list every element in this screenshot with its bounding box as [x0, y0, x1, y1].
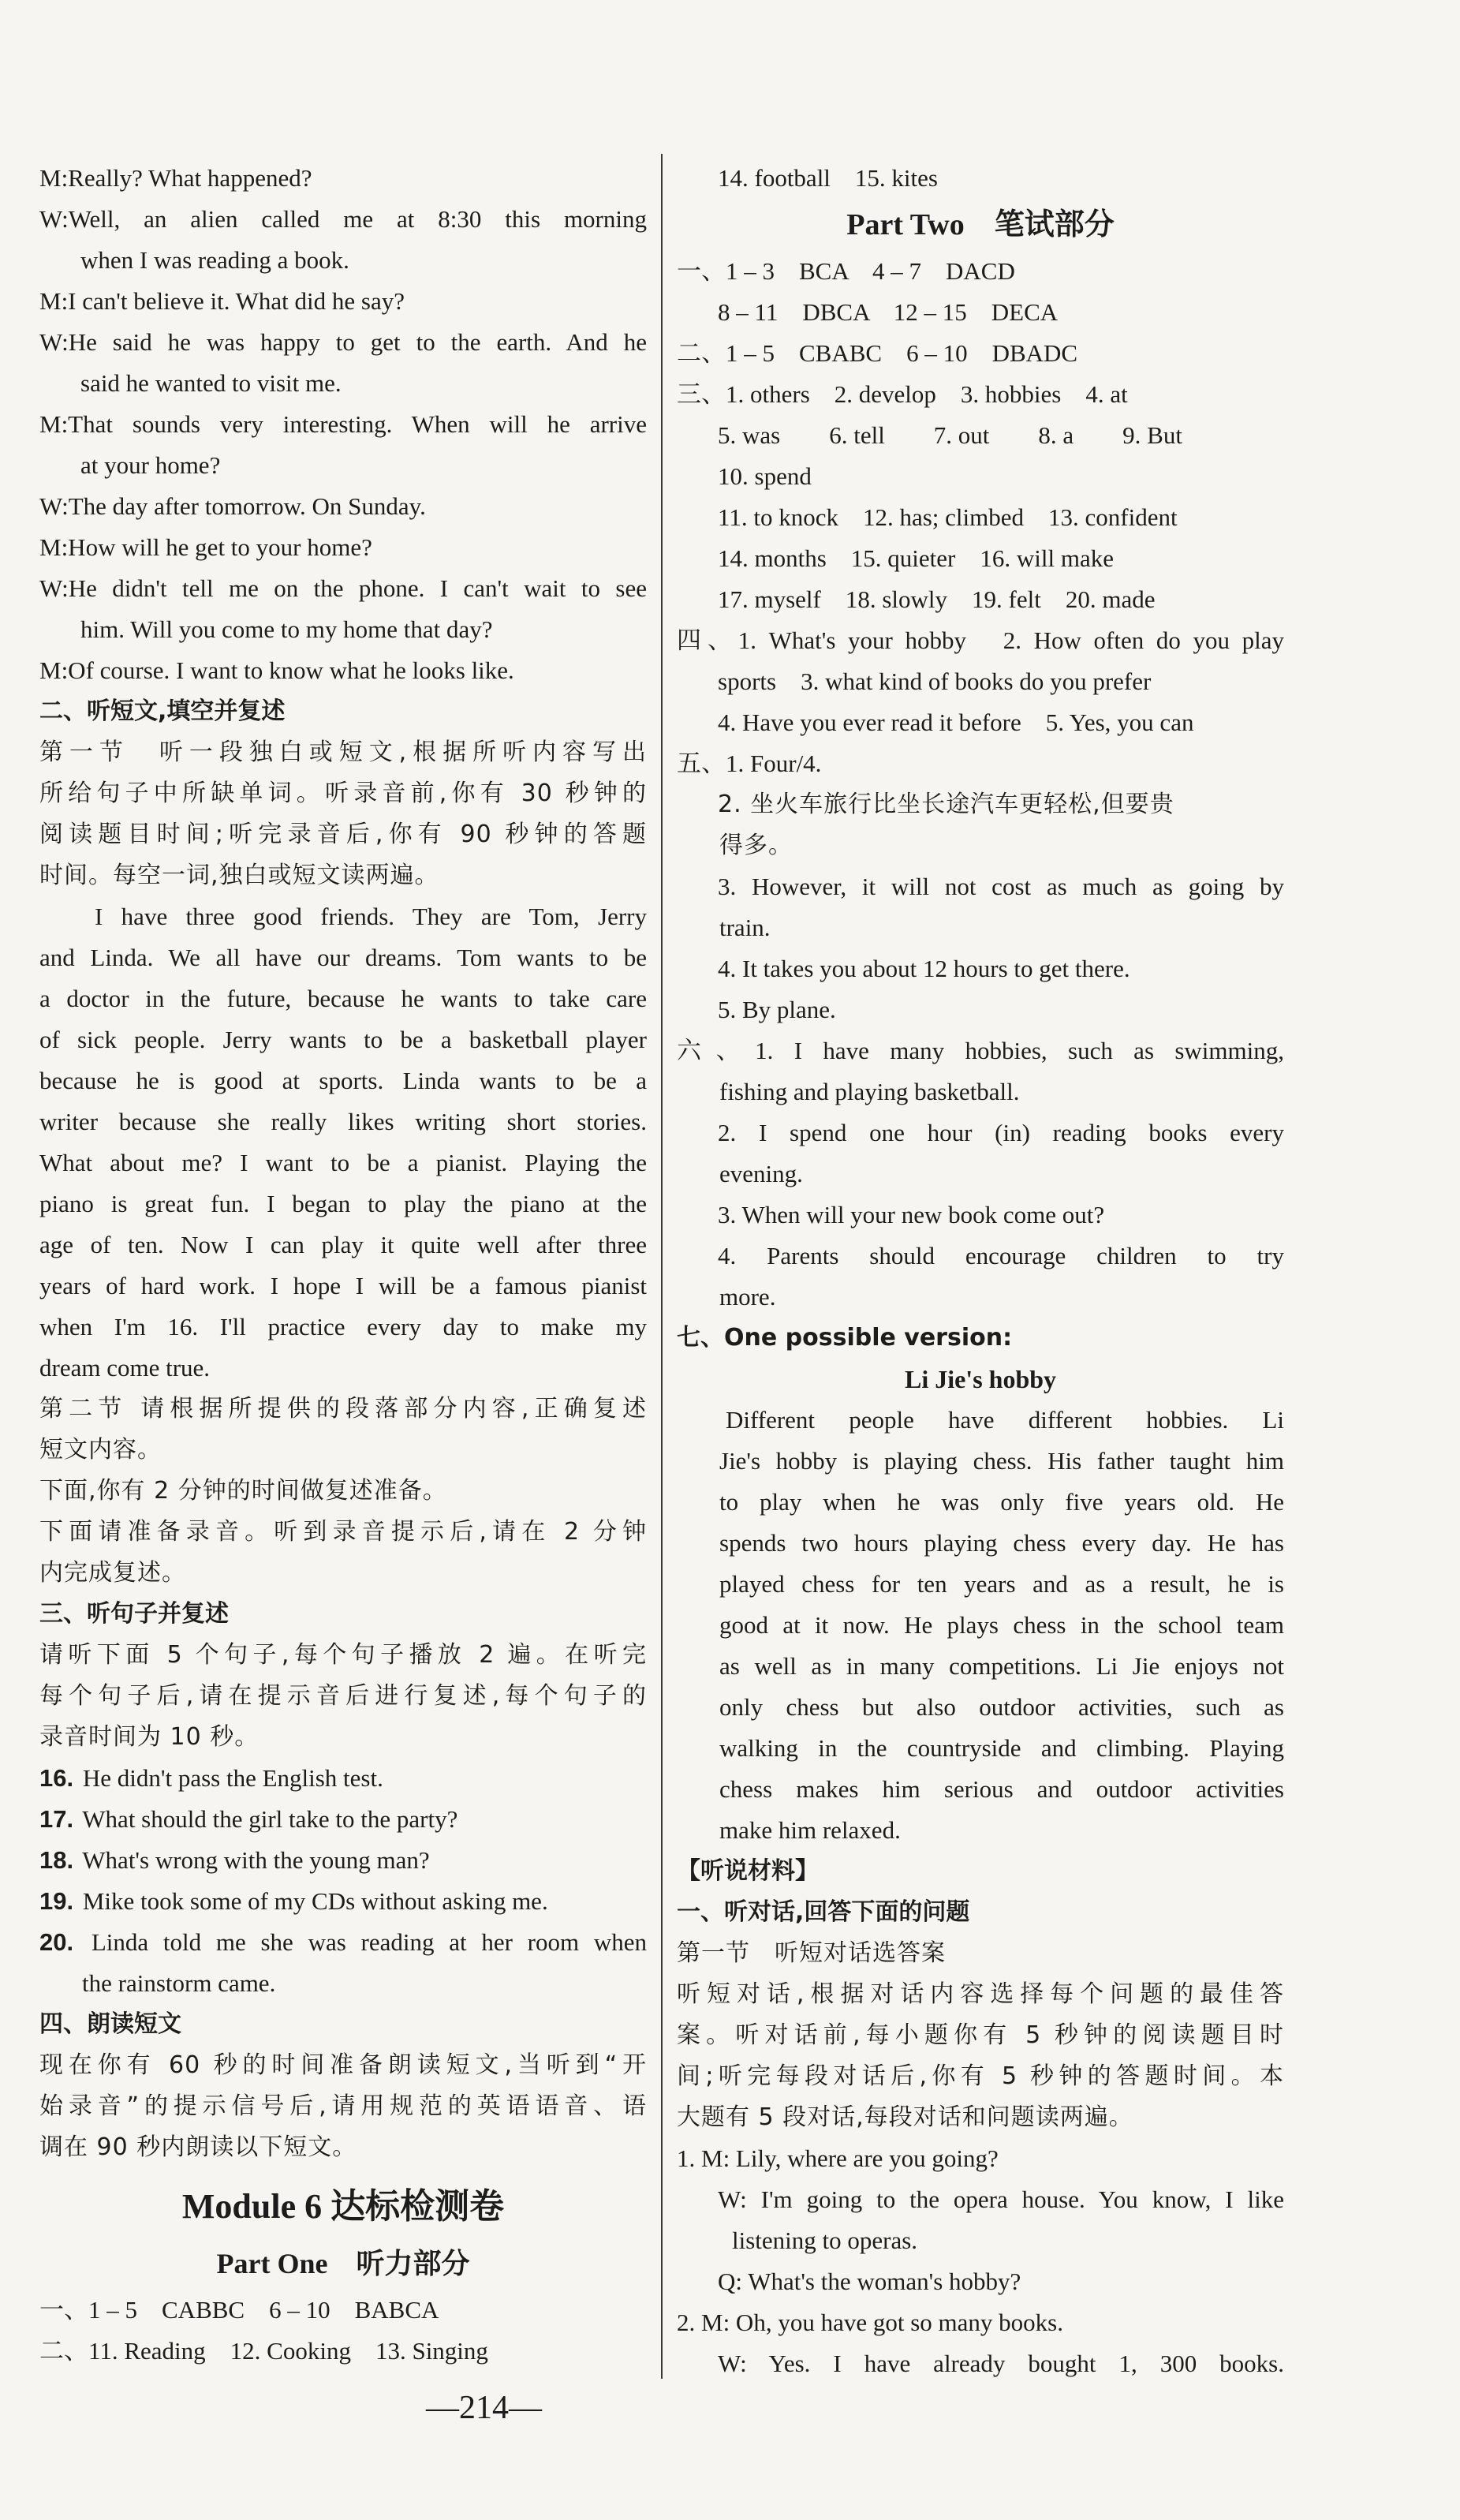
- left-text-line: 16. He didn't pass the English test.: [39, 1764, 383, 1792]
- right-text-line: 3. When will your new book come out?: [718, 1201, 1105, 1228]
- column-divider: [661, 154, 663, 2379]
- right-text-line: sports 3. what kind of books do you prefer: [718, 667, 1152, 695]
- part-one-title: Part One 听力部分: [216, 2248, 470, 2279]
- left-text-line: W:Well, an alien called me at 8:30 this morning: [39, 205, 647, 233]
- left-text-line: M:Really? What happened?: [39, 164, 312, 192]
- right-text-line: as well as in many competitions. Li Jie enjoys not: [719, 1652, 1284, 1680]
- left-text-line: when I was reading a book.: [80, 246, 349, 274]
- left-text-line: 时间。每空一词,独白或短文读两遍。: [39, 862, 439, 889]
- right-text-line: make him relaxed.: [719, 1816, 901, 1844]
- right-text-line: 二、1 – 5 CBABC 6 – 10 DBADC: [677, 339, 1078, 367]
- right-text-line: W: Yes. I have already bought 1, 300 books.: [718, 2350, 1284, 2377]
- item-number: 16.: [39, 1764, 74, 1792]
- left-text-line: the rainstorm came.: [82, 1969, 276, 1997]
- left-text-line: 二、听短文,填空并复述: [39, 697, 286, 725]
- left-text-line: at your home?: [80, 451, 221, 479]
- right-text-line: listening to operas.: [732, 2226, 918, 2254]
- left-text-line: 内完成复述。: [39, 1559, 186, 1587]
- left-text-line: 下面,你有 2 分钟的时间做复述准备。: [39, 1477, 447, 1505]
- right-text-line: walking in the countryside and climbing. Playing: [719, 1734, 1284, 1762]
- left-text-line: years of hard work. I hope I will be a famous pianist: [39, 1272, 647, 1299]
- right-text-line: 4. Have you ever read it before 5. Yes, you can: [718, 709, 1194, 736]
- left-text-line: dream come true.: [39, 1354, 211, 1382]
- right-text-block: [677, 158, 1284, 2384]
- left-text-line: 请听下面 5 个句子,每个句子播放 2 遍。在听完: [39, 1641, 647, 1669]
- right-text-line: Q: What's the woman's hobby?: [718, 2268, 1021, 2295]
- right-text-line: 四、1. What's your hobby 2. How often do you play: [677, 626, 1284, 654]
- left-text-line: piano is great fun. I began to play the piano at the: [39, 1190, 647, 1217]
- right-text-line: 大题有 5 段对话,每段对话和问题读两遍。: [677, 2103, 1133, 2131]
- left-text-line: because he is good at sports. Linda wants to be a: [39, 1067, 647, 1094]
- right-text-line: 5. By plane.: [718, 996, 836, 1023]
- left-text-line: of sick people. Jerry wants to be a basketball player: [39, 1026, 647, 1053]
- right-text-line: 案。听对话前,每小题你有 5 秒钟的阅读题目时: [677, 2021, 1284, 2049]
- left-text-line: 17. What should the girl take to the party?: [39, 1805, 458, 1833]
- left-text-line: W:He didn't tell me on the phone. I can't wait to see: [39, 574, 647, 602]
- left-text-line: 所给句子中所缺单词。听录音前,你有 30 秒钟的: [39, 780, 647, 807]
- item-number: 18.: [39, 1846, 74, 1874]
- right-text-line: 一、1 – 3 BCA 4 – 7 DACD: [677, 257, 1015, 285]
- right-text-line: 七、One possible version:: [677, 1324, 1013, 1352]
- left-text-line: when I'm 16. I'll practice every day to make my: [39, 1313, 647, 1340]
- answer-line: 二、11. Reading 12. Cooking 13. Singing: [39, 2337, 488, 2365]
- right-text-line: 4. Parents should encourage children to try: [718, 1242, 1284, 1269]
- right-text-line: train.: [719, 914, 771, 941]
- left-text-line: W:He said he was happy to get to the earth. And he: [39, 328, 647, 356]
- right-text-line: 三、1. others 2. develop 3. hobbies 4. at: [677, 380, 1128, 408]
- left-column: [39, 158, 647, 2372]
- right-text-line: to play when he was only five years old. He: [719, 1488, 1284, 1516]
- right-text-line: played chess for ten years and as a result, he is: [719, 1570, 1284, 1598]
- right-text-line: Part Two 笔试部分: [846, 208, 1115, 241]
- answer-line: 一、1 – 5 CABBC 6 – 10 BABCA: [39, 2296, 439, 2324]
- left-text-line: 20. Linda told me she was reading at her room when: [39, 1928, 647, 1956]
- left-text-line: age of ten. Now I can play it quite well after three: [39, 1231, 647, 1258]
- right-text-line: Different people have different hobbies. Li: [726, 1406, 1284, 1434]
- left-text-block: [39, 158, 647, 2168]
- left-text-line: W:The day after tomorrow. On Sunday.: [39, 492, 426, 520]
- left-text-line: said he wanted to visit me.: [80, 369, 342, 397]
- left-text-line: 短文内容。: [39, 1436, 162, 1464]
- right-text-line: 10. spend: [718, 462, 812, 490]
- left-text-line: 三、听句子并复述: [39, 1600, 229, 1628]
- left-text-line: 19. Mike took some of my CDs without asking me.: [39, 1887, 548, 1915]
- right-text-line: more.: [719, 1283, 776, 1310]
- right-text-line: 2. 坐火车旅行比坐长途汽车更轻松,但要贵: [718, 791, 1174, 818]
- right-text-line: chess makes him serious and outdoor activities: [719, 1775, 1284, 1803]
- right-text-line: 间;听完每段对话后,你有 5 秒钟的答题时间。本: [677, 2062, 1284, 2090]
- right-text-line: spends two hours playing chess every day. He has: [719, 1529, 1284, 1557]
- module-title: Module 6 达标检测卷: [181, 2187, 505, 2226]
- item-number: 17.: [39, 1805, 74, 1833]
- right-text-line: 六、1. I have many hobbies, such as swimming,: [677, 1037, 1284, 1064]
- right-text-line: 听短对话,根据对话内容选择每个问题的最佳答: [677, 1980, 1284, 2008]
- right-text-line: Li Jie's hobby: [904, 1365, 1057, 1393]
- right-text-line: 第一节 听短对话选答案: [677, 1939, 946, 1967]
- left-text-line: 现在你有 60 秒的时间准备朗读短文,当听到“开: [39, 2051, 647, 2079]
- right-text-line: 【听说材料】: [677, 1857, 819, 1885]
- left-text-line: M:That sounds very interesting. When will he arrive: [39, 410, 647, 438]
- right-text-line: 2. M: Oh, you have got so many books.: [677, 2309, 1063, 2336]
- left-text-line: What about me? I want to be a pianist. Playing the: [39, 1149, 647, 1176]
- right-column: [677, 158, 1284, 2384]
- left-text-line: 第二节 请根据所提供的段落部分内容,正确复述: [39, 1395, 647, 1423]
- right-text-line: only chess but also outdoor activities, such as: [719, 1693, 1284, 1721]
- left-text-line: M:Of course. I want to know what he looks like.: [39, 656, 514, 684]
- left-text-line: 调在 90 秒内朗读以下短文。: [39, 2133, 357, 2161]
- right-text-line: 五、1. Four/4.: [677, 750, 822, 777]
- right-text-line: 11. to knock 12. has; climbed 13. confident: [718, 503, 1178, 531]
- left-text-line: M:I can't believe it. What did he say?: [39, 287, 405, 315]
- right-text-line: 一、听对话,回答下面的问题: [677, 1898, 970, 1926]
- right-text-line: 4. It takes you about 12 hours to get there.: [718, 955, 1130, 982]
- left-text-line: 第一节 听一段独白或短文,根据所听内容写出: [39, 738, 647, 766]
- right-text-line: good at it now. He plays chess in the school team: [719, 1611, 1284, 1639]
- left-text-line: 始录音”的提示信号后,请用规范的英语语音、语: [39, 2092, 647, 2120]
- right-text-line: fishing and playing basketball.: [719, 1078, 1020, 1105]
- right-text-line: 5. was 6. tell 7. out 8. a 9. But: [718, 421, 1182, 449]
- item-number: 19.: [39, 1887, 74, 1915]
- left-text-line: M:How will he get to your home?: [39, 533, 372, 561]
- left-text-line: 18. What's wrong with the young man?: [39, 1846, 430, 1874]
- right-text-line: Jie's hobby is playing chess. His father taught him: [719, 1447, 1284, 1475]
- right-text-line: evening.: [719, 1160, 803, 1187]
- left-text-line: 下面请准备录音。听到录音提示后,请在 2 分钟: [39, 1518, 647, 1546]
- right-text-line: 2. I spend one hour (in) reading books every: [718, 1119, 1284, 1146]
- left-text-line: him. Will you come to my home that day?: [80, 615, 493, 643]
- left-text-line: a doctor in the future, because he wants to take care: [39, 985, 647, 1012]
- left-text-line: 阅读题目时间;听完录音后,你有 90 秒钟的答题: [39, 821, 647, 848]
- left-text-line: 录音时间为 10 秒。: [39, 1723, 260, 1751]
- item-number: 20.: [39, 1928, 74, 1956]
- left-text-line: 每个句子后,请在提示音后进行复述,每个句子的: [39, 1682, 647, 1710]
- right-text-line: 14. months 15. quieter 16. will make: [718, 544, 1114, 572]
- right-text-line: 3. However, it will not cost as much as going by: [718, 873, 1284, 900]
- left-text-line: writer because she really likes writing short stories.: [39, 1108, 647, 1135]
- right-text-line: W: I'm going to the opera house. You know, I like: [718, 2185, 1284, 2213]
- left-text-line: 四、朗读短文: [39, 2010, 181, 2038]
- page-number: —214—: [426, 2390, 542, 2426]
- part-one-answers: [39, 2290, 647, 2372]
- left-text-line: I have three good friends. They are Tom, Jerry: [95, 903, 647, 930]
- right-text-line: 得多。: [719, 832, 793, 859]
- right-text-line: 8 – 11 DBCA 12 – 15 DECA: [718, 298, 1059, 326]
- right-text-line: 1. M: Lily, where are you going?: [677, 2144, 999, 2172]
- left-text-line: and Linda. We all have our dreams. Tom wants to be: [39, 944, 647, 971]
- right-text-line: 17. myself 18. slowly 19. felt 20. made: [718, 585, 1156, 613]
- right-text-line: 14. football 15. kites: [718, 164, 938, 192]
